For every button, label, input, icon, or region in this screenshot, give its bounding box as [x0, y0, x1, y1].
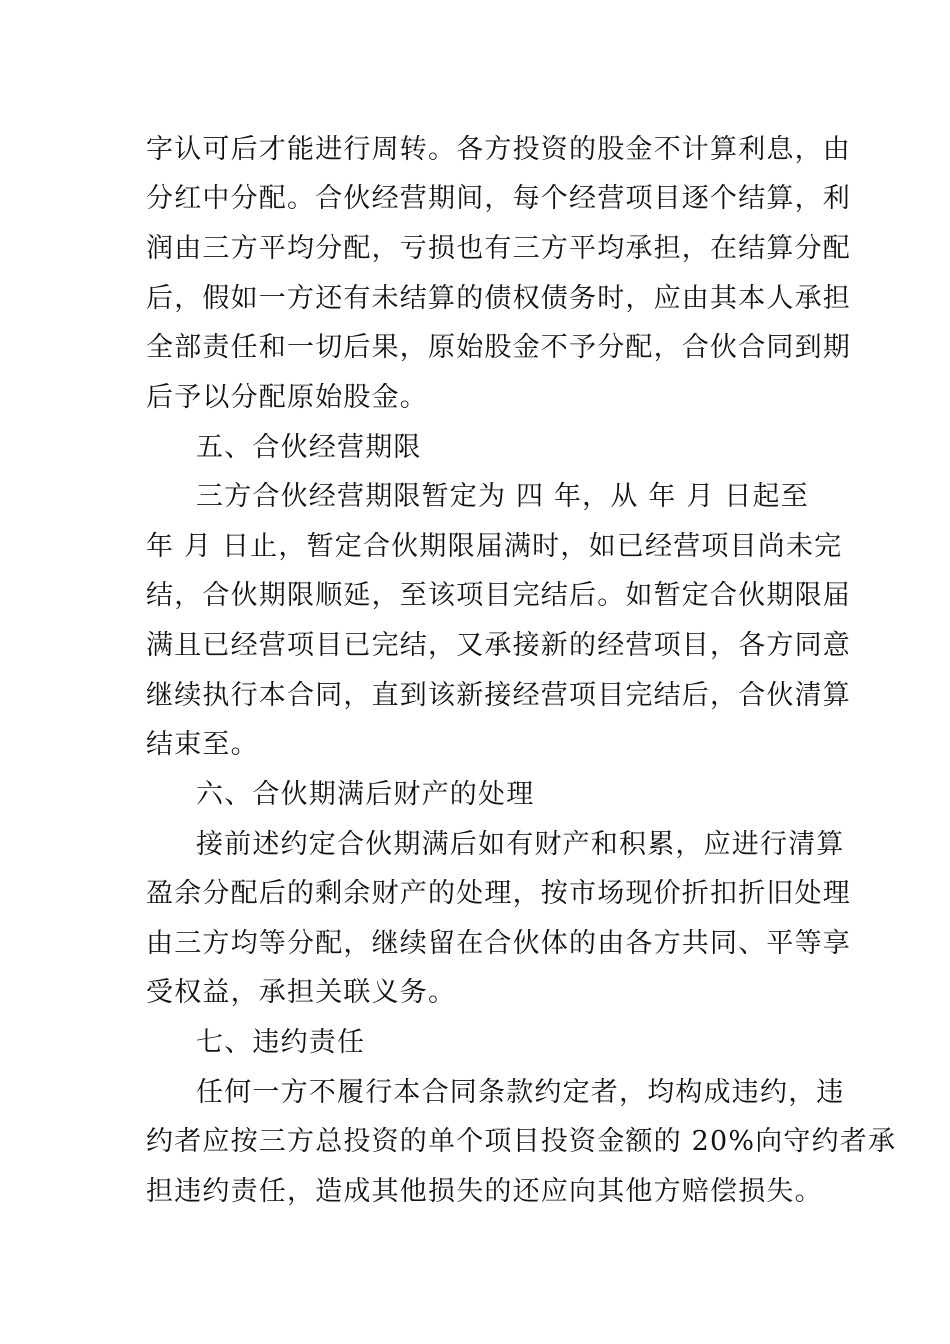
section-heading: 七、违约责任 [196, 1027, 366, 1058]
paragraph-line: 全部责任和一切后果，原始股金不予分配，合伙合同到期 [146, 332, 851, 363]
paragraph-line: 任何一方不履行本合同条款约定者，均构成违约，违 [196, 1077, 845, 1108]
paragraph-line: 润由三方平均分配，亏损也有三方平均承担，在结算分配 [146, 233, 851, 264]
section-heading: 五、合伙经营期限 [196, 432, 422, 463]
section-heading: 六、合伙期满后财产的处理 [196, 779, 535, 810]
paragraph-line: 字认可后才能进行周转。各方投资的股金不计算利息，由 [146, 134, 851, 165]
paragraph-line: 继续执行本合同，直到该新接经营项目完结后，合伙清算 [146, 680, 851, 711]
paragraph-line: 后，假如一方还有未结算的债权债务时，应由其本人承担 [146, 283, 851, 314]
paragraph-line: 年 月 日止，暂定合伙期限届满时，如已经营项目尚未完 [146, 531, 843, 562]
paragraph-line: 担违约责任，造成其他损失的还应向其他方赔偿损失。 [146, 1176, 823, 1207]
paragraph-line: 盈余分配后的剩余财产的处理，按市场现价折扣折旧处理 [146, 878, 851, 909]
paragraph-line: 由三方均等分配，继续留在合伙体的由各方共同、平等享 [146, 928, 851, 959]
paragraph-line: 满且已经营项目已完结，又承接新的经营项目，各方同意 [146, 630, 851, 661]
paragraph-line: 接前述约定合伙期满后如有财产和积累，应进行清算 [196, 829, 845, 860]
paragraph-line: 约者应按三方总投资的单个项目投资金额的 20%向守约者承 [146, 1126, 897, 1157]
paragraph-line: 结束至。 [146, 729, 259, 760]
paragraph-line: 三方合伙经营期限暂定为 四 年，从 年 月 日起至 [196, 481, 809, 512]
paragraph-line: 分红中分配。合伙经营期间，每个经营项目逐个结算，利 [146, 183, 851, 214]
paragraph-line: 结，合伙期限顺延，至该项目完结后。如暂定合伙期限届 [146, 580, 851, 611]
paragraph-line: 后予以分配原始股金。 [146, 382, 428, 413]
paragraph-line: 受权益，承担关联义务。 [146, 977, 457, 1008]
